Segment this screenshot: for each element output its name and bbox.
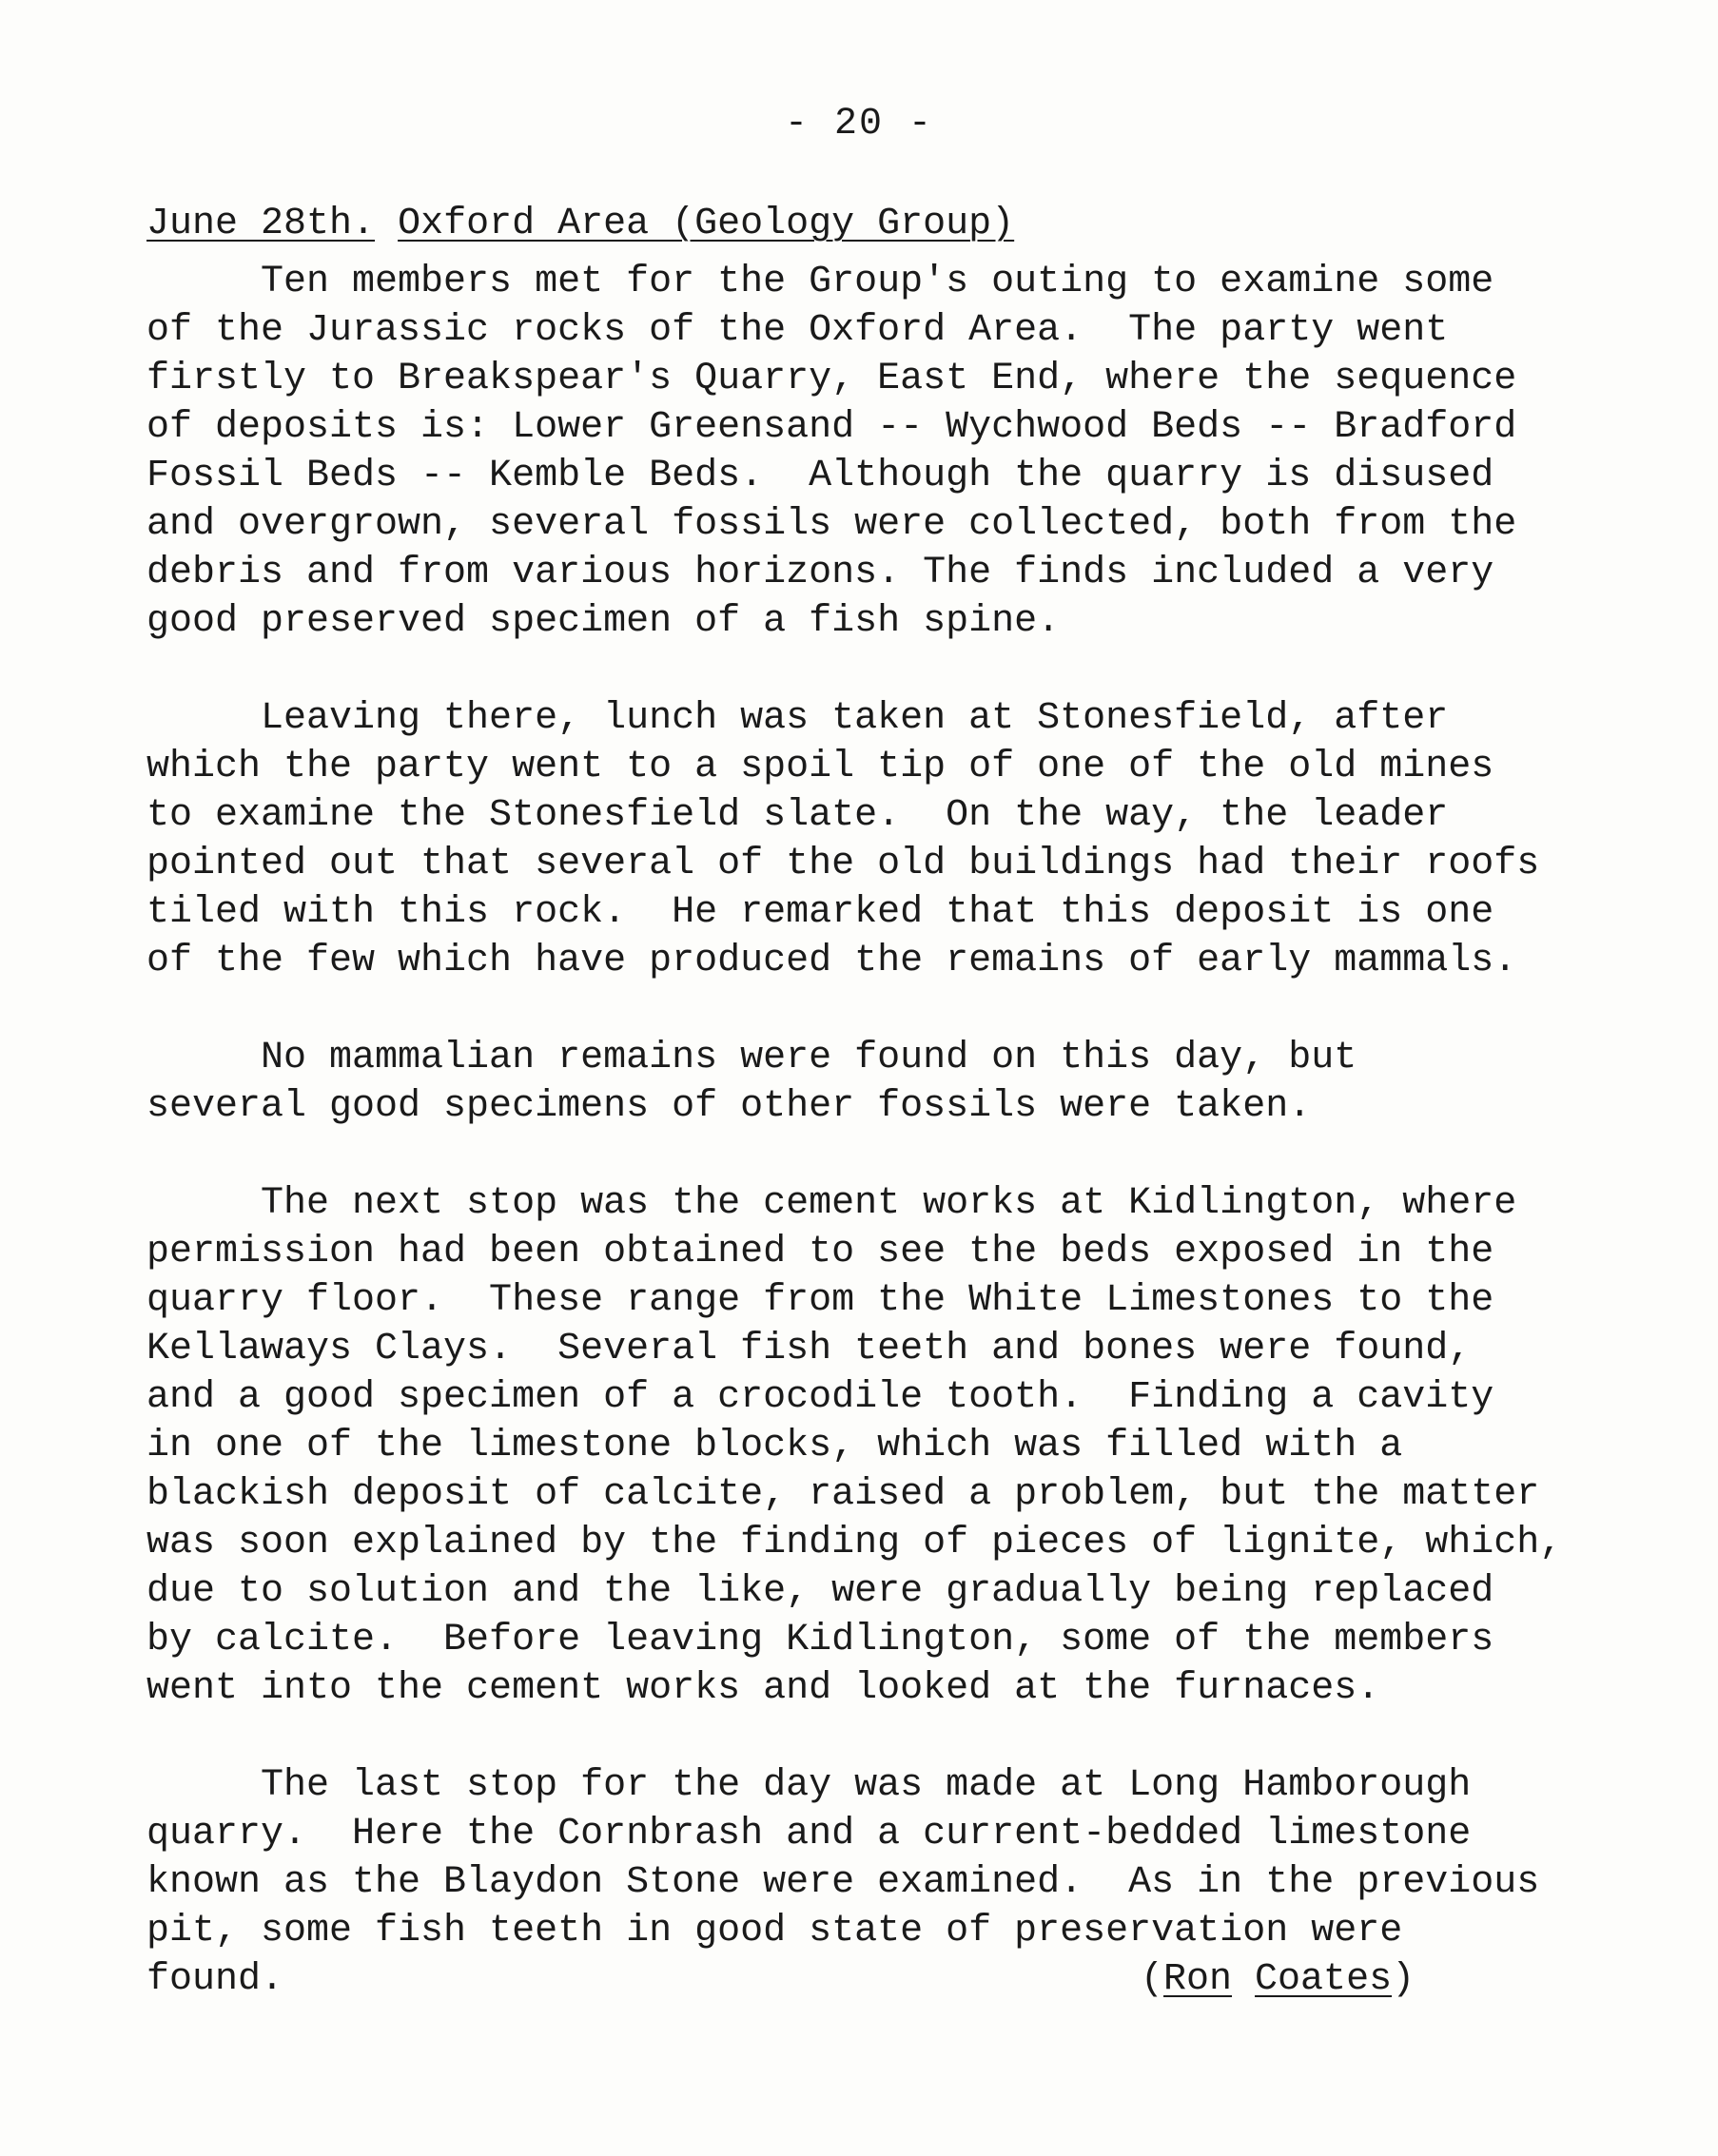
text-line: of the few which have produced the remains of early mammals. [146, 940, 1517, 982]
text-line: of the Jurassic rocks of the Oxford Area. The party went [146, 309, 1449, 352]
text-line: The last stop for the day was made at Long Hamborough [146, 1764, 1472, 1807]
text-line: Ten members met for the Group's outing to examine some [146, 261, 1494, 303]
text-line: was soon explained by the finding of pieces of lignite, which, [146, 1522, 1563, 1564]
text-line: by calcite. Before leaving Kidlington, some of the members [146, 1619, 1494, 1661]
paragraph-1 [146, 258, 1630, 646]
text-line: No mammalian remains were found on this day, but [146, 1037, 1357, 1079]
author-first-name: Ron [1163, 1958, 1233, 2001]
text-line: firstly to Breakspear's Quarry, East End, where the sequence [146, 358, 1517, 400]
closing-line [146, 1955, 1630, 2004]
text-line: went into the cement works and looked at the furnaces. [146, 1667, 1380, 1710]
text-line: debris and from various horizons. The finds included a very [146, 552, 1494, 594]
article [146, 200, 1630, 2052]
article-heading [146, 200, 1630, 248]
heading-date: June 28th. [146, 203, 376, 245]
text-line: Fossil Beds -- Kemble Beds. Although the quarry is disused [146, 455, 1494, 497]
text-line: good preserved specimen of a fish spine. [146, 600, 1061, 643]
text-line: quarry. Here the Cornbrash and a current-bedded limestone [146, 1813, 1472, 1855]
text-line: to examine the Stonesfield slate. On the way, the leader [146, 794, 1449, 837]
heading-title: Oxford Area (Geology Group) [398, 203, 1015, 245]
text-line: blackish deposit of calcite, raised a problem, but the matter [146, 1473, 1540, 1516]
text-line: of deposits is: Lower Greensand -- Wychwood Beds -- Bradford [146, 406, 1517, 449]
text-line: pit, some fish teeth in good state of preservation were [146, 1910, 1403, 1952]
paragraph-5 [146, 1761, 1630, 2004]
text-line: known as the Blaydon Stone were examined. As in the previous [146, 1861, 1540, 1904]
text-line: The next stop was the cement works at Kidlington, where [146, 1182, 1517, 1225]
text-line: tiled with this rock. He remarked that this deposit is one [146, 891, 1494, 934]
text-line: several good specimens of other fossils were taken. [146, 1085, 1312, 1128]
text-line: in one of the limestone blocks, which was filled with a [146, 1425, 1403, 1467]
text-line: quarry floor. These range from the White Limestones to the [146, 1279, 1494, 1322]
text-line: found. [146, 1958, 284, 2001]
page-number: - 20 - [784, 103, 934, 146]
text-line: which the party went to a spoil tip of one of the old mines [146, 746, 1494, 788]
text-line: and a good specimen of a crocodile tooth. Finding a cavity [146, 1376, 1494, 1419]
paragraph-2 [146, 694, 1630, 985]
text-line: permission had been obtained to see the beds exposed in the [146, 1231, 1494, 1273]
text-line: due to solution and the like, were gradually being replaced [146, 1570, 1494, 1613]
text-line: Kellaways Clays. Several fish teeth and bones were found, [146, 1328, 1472, 1370]
paragraph-4 [146, 1179, 1630, 1713]
text-line: pointed out that several of the old buildings had their roofs [146, 843, 1540, 885]
paragraph-3 [146, 1034, 1630, 1131]
author-last-name: Coates [1255, 1958, 1393, 2001]
author-signature: (Ron Coates) [1141, 1958, 1415, 2001]
text-line: Leaving there, lunch was taken at Stonesfield, after [146, 697, 1449, 740]
text-line: and overgrown, several fossils were collected, both from the [146, 503, 1517, 546]
